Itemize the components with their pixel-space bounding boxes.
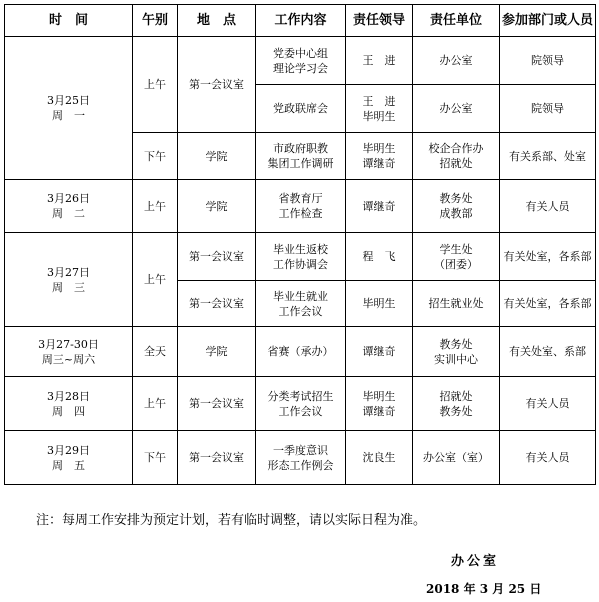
participants-cell: 院领导 [500, 37, 596, 85]
place-cell: 第一会议室 [178, 37, 256, 133]
unit-cell: 招就处 教务处 [413, 377, 500, 431]
header-period: 午别 [133, 5, 178, 37]
content-cell: 毕业生返校 工作协调会 [256, 233, 346, 281]
content-cell: 省赛（承办） [256, 327, 346, 377]
place-cell: 学院 [178, 180, 256, 233]
unit-cell: 校企合作办 招就处 [413, 133, 500, 180]
place-cell: 第一会议室 [178, 431, 256, 485]
leader-cell: 谭继奇 [346, 327, 413, 377]
participants-cell: 有关处室、系部 [500, 327, 596, 377]
period-cell: 下午 [133, 431, 178, 485]
leader-cell: 王 进 毕明生 [346, 85, 413, 133]
unit-cell: 教务处 实训中心 [413, 327, 500, 377]
place-cell: 第一会议室 [178, 233, 256, 281]
schedule-table [4, 4, 596, 485]
table-row [5, 377, 596, 431]
date-cell: 3月27日 周 三 [5, 233, 133, 327]
content-cell: 省教育厅 工作检查 [256, 180, 346, 233]
period-cell: 上午 [133, 37, 178, 133]
content-cell: 党委中心组 理论学习会 [256, 37, 346, 85]
participants-cell: 有关人员 [500, 431, 596, 485]
header-leader: 责任领导 [346, 5, 413, 37]
date-cell: 3月27-30日 周三~周六 [5, 327, 133, 377]
issue-date: 2018 年 3 月 25 日 [426, 582, 542, 596]
unit-cell: 教务处 成教部 [413, 180, 500, 233]
leader-cell: 毕明生 谭继奇 [346, 377, 413, 431]
content-cell: 党政联席会 [256, 85, 346, 133]
leader-cell: 沈良生 [346, 431, 413, 485]
participants-cell: 有关人员 [500, 180, 596, 233]
header-participants: 参加部门或人员 [500, 5, 596, 37]
participants-cell: 院领导 [500, 85, 596, 133]
period-cell: 全天 [133, 327, 178, 377]
period-cell: 上午 [133, 180, 178, 233]
table-row [5, 327, 596, 377]
date-cell: 3月28日 周 四 [5, 377, 133, 431]
schedule-note: 注：每周工作安排为预定计划，若有临时调整，请以实际日程为准。 [36, 513, 427, 528]
unit-cell: 招生就业处 [413, 281, 500, 327]
place-cell: 学院 [178, 133, 256, 180]
leader-cell: 毕明生 谭继奇 [346, 133, 413, 180]
leader-cell: 程 飞 [346, 233, 413, 281]
content-cell: 分类考试招生 工作会议 [256, 377, 346, 431]
unit-cell: 办公室（室） [413, 431, 500, 485]
participants-cell: 有关系部、处室 [500, 133, 596, 180]
unit-cell: 学生处 （团委） [413, 233, 500, 281]
table-header-row [5, 5, 596, 37]
date-cell: 3月25日 周 一 [5, 37, 133, 180]
period-cell: 上午 [133, 377, 178, 431]
header-time: 时 间 [5, 5, 133, 37]
table-row [5, 180, 596, 233]
place-cell: 第一会议室 [178, 281, 256, 327]
issuing-office: 办公室 [451, 554, 500, 569]
place-cell: 学院 [178, 327, 256, 377]
period-cell: 上午 [133, 233, 178, 327]
leader-cell: 毕明生 [346, 281, 413, 327]
header-unit: 责任单位 [413, 5, 500, 37]
leader-cell: 谭继奇 [346, 180, 413, 233]
period-cell: 下午 [133, 133, 178, 180]
header-place: 地 点 [178, 5, 256, 37]
place-cell: 第一会议室 [178, 377, 256, 431]
leader-cell: 王 进 [346, 37, 413, 85]
content-cell: 市政府职教 集团工作调研 [256, 133, 346, 180]
participants-cell: 有关人员 [500, 377, 596, 431]
content-cell: 毕业生就业 工作会议 [256, 281, 346, 327]
unit-cell: 办公室 [413, 37, 500, 85]
date-cell: 3月29日 周 五 [5, 431, 133, 485]
header-content: 工作内容 [256, 5, 346, 37]
participants-cell: 有关处室，各系部 [500, 281, 596, 327]
table-row [5, 233, 596, 281]
content-cell: 一季度意识 形态工作例会 [256, 431, 346, 485]
table-row [5, 37, 596, 85]
participants-cell: 有关处室，各系部 [500, 233, 596, 281]
date-cell: 3月26日 周 二 [5, 180, 133, 233]
table-row [5, 431, 596, 485]
unit-cell: 办公室 [413, 85, 500, 133]
